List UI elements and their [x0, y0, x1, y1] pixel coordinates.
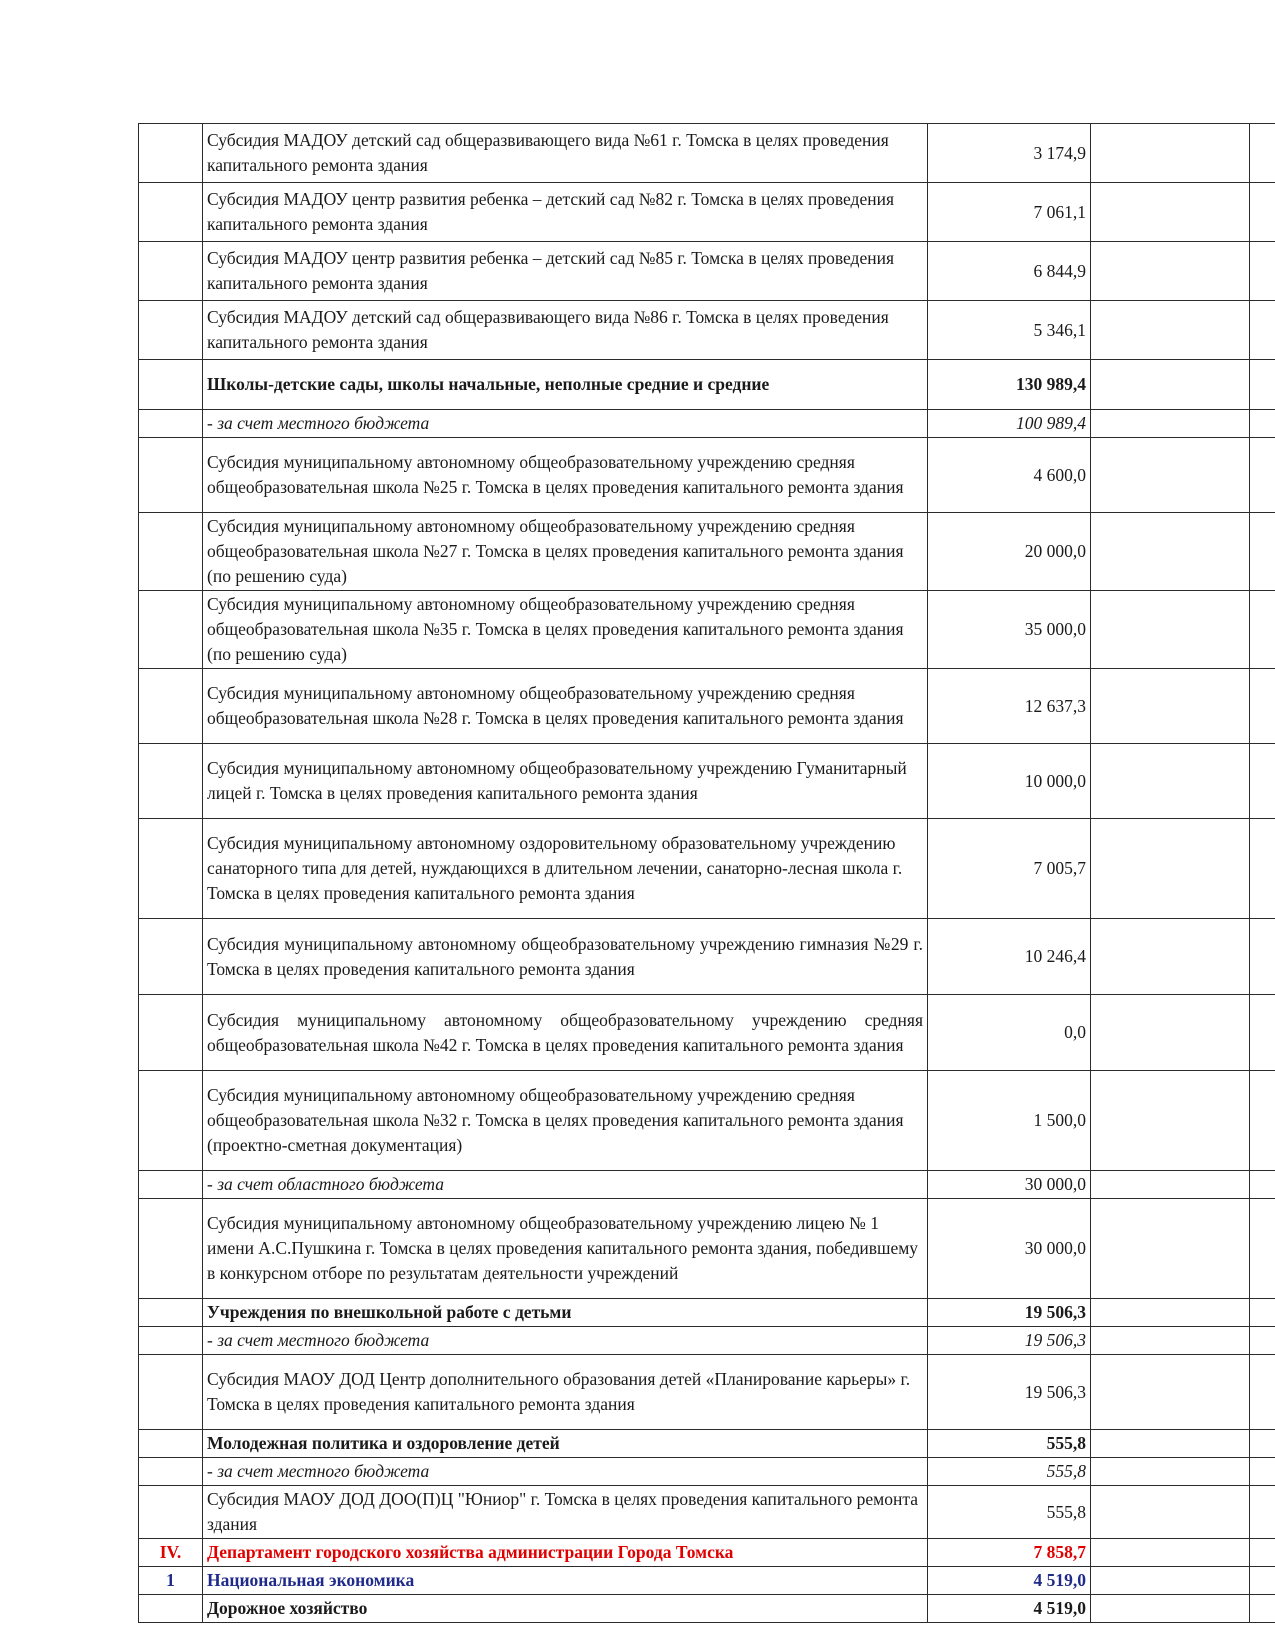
row-name: Субсидия муниципальному автономному общеобразовательному учреждению средняя общеобразовательная школа №28 г. Томска в целях проведения капитального ремонта здания: [203, 669, 928, 744]
row-name: Субсидия муниципальному автономному общеобразовательному учреждению лицею № 1 имени А.С.Пушкина г. Томска в целях проведения капитального ремонта здания, победившему в конкурсном отборе по результатам деятельности учреждений: [203, 1199, 928, 1299]
table-row: [139, 242, 1275, 301]
row-value: 4 600,0: [928, 438, 1091, 513]
row-value: 19 506,3: [928, 1355, 1091, 1430]
row-value: 1 500,0: [928, 1071, 1091, 1171]
row-value: 30 000,0: [928, 1171, 1091, 1199]
empty-cell: [1091, 301, 1250, 360]
empty-cell: [1091, 995, 1250, 1071]
empty-cell: [1091, 1486, 1250, 1539]
empty-cell: [1250, 410, 1275, 438]
empty-cell: [1250, 1199, 1275, 1299]
row-value: 7 005,7: [928, 819, 1091, 919]
empty-cell: [1250, 301, 1275, 360]
row-name: Субсидия МАДОУ детский сад общеразвивающего вида №61 г. Томска в целях проведения капитального ремонта здания: [203, 124, 928, 183]
row-name: Национальная экономика: [203, 1567, 928, 1595]
table-row: [139, 438, 1275, 513]
table-row: [139, 410, 1275, 438]
row-number: [139, 301, 203, 360]
empty-cell: [1091, 591, 1250, 669]
empty-cell: [1091, 1458, 1250, 1486]
row-value: 10 246,4: [928, 919, 1091, 995]
row-value: 7 858,7: [928, 1539, 1091, 1567]
empty-cell: [1091, 1430, 1250, 1458]
row-number: [139, 1458, 203, 1486]
row-number: [139, 1486, 203, 1539]
table-row: [139, 1567, 1275, 1595]
empty-cell: [1091, 669, 1250, 744]
empty-cell: [1091, 1595, 1250, 1623]
row-value: 3 174,9: [928, 124, 1091, 183]
row-value: 4 519,0: [928, 1567, 1091, 1595]
table-row: [139, 183, 1275, 242]
empty-cell: [1250, 242, 1275, 301]
row-name: Субсидия МАДОУ центр развития ребенка – детский сад №82 г. Томска в целях проведения капитального ремонта здания: [203, 183, 928, 242]
row-value: 5 346,1: [928, 301, 1091, 360]
row-number: [139, 513, 203, 591]
row-number: [139, 1595, 203, 1623]
empty-cell: [1091, 242, 1250, 301]
table-row: [139, 360, 1275, 410]
row-number: [139, 591, 203, 669]
empty-cell: [1250, 438, 1275, 513]
row-name: Школы-детские сады, школы начальные, неполные средние и средние: [203, 360, 928, 410]
row-number: [139, 669, 203, 744]
row-name: Дорожное хозяйство: [203, 1595, 928, 1623]
table-row: [139, 1071, 1275, 1171]
row-name: Субсидия муниципальному автономному общеобразовательному учреждению средняя общеобразовательная школа №42 г. Томска в целях проведения капитального ремонта здания: [203, 995, 928, 1071]
row-value: 6 844,9: [928, 242, 1091, 301]
empty-cell: [1091, 1539, 1250, 1567]
table-row: [139, 669, 1275, 744]
table-row: [139, 513, 1275, 591]
empty-cell: [1091, 1071, 1250, 1171]
table-row: [139, 301, 1275, 360]
row-name: Департамент городского хозяйства администрации Города Томска: [203, 1539, 928, 1567]
row-name: Субсидия муниципальному автономному общеобразовательному учреждению средняя общеобразовательная школа №35 г. Томска в целях проведения капитального ремонта здания (по решению суда): [203, 591, 928, 669]
empty-cell: [1091, 438, 1250, 513]
row-name: Субсидия муниципальному автономному общеобразовательному учреждению Гуманитарный лицей г. Томска в целях проведения капитального ремонта здания: [203, 744, 928, 819]
empty-cell: [1091, 1299, 1250, 1327]
empty-cell: [1250, 1458, 1275, 1486]
empty-cell: [1250, 1355, 1275, 1430]
row-value: 12 637,3: [928, 669, 1091, 744]
row-number: [139, 1430, 203, 1458]
table-row: [139, 1327, 1275, 1355]
table-row: [139, 1199, 1275, 1299]
empty-cell: [1091, 183, 1250, 242]
empty-cell: [1091, 360, 1250, 410]
row-number: [139, 995, 203, 1071]
row-number: [139, 360, 203, 410]
row-value: 30 000,0: [928, 1199, 1091, 1299]
empty-cell: [1250, 1486, 1275, 1539]
row-value: 4 519,0: [928, 1595, 1091, 1623]
row-value: 555,8: [928, 1458, 1091, 1486]
table-row: [139, 919, 1275, 995]
table-row: [139, 1171, 1275, 1199]
table-row: [139, 591, 1275, 669]
empty-cell: [1250, 1327, 1275, 1355]
row-name: - за счет местного бюджета: [203, 1327, 928, 1355]
empty-cell: [1091, 1355, 1250, 1430]
row-number: IV.: [139, 1539, 203, 1567]
table-row: [139, 1458, 1275, 1486]
row-number: 1: [139, 1567, 203, 1595]
empty-cell: [1250, 1430, 1275, 1458]
table-row: [139, 995, 1275, 1071]
empty-cell: [1250, 995, 1275, 1071]
row-number: [139, 919, 203, 995]
row-value: 35 000,0: [928, 591, 1091, 669]
row-name: Субсидия МАДОУ центр развития ребенка – детский сад №85 г. Томска в целях проведения капитального ремонта здания: [203, 242, 928, 301]
row-name: Субсидия муниципальному автономному оздоровительному образовательному учреждению санаторного типа для детей, нуждающихся в длительном лечении, санаторно-лесная школа г. Томска в целях проведения капитального ремонта здания: [203, 819, 928, 919]
row-value: 19 506,3: [928, 1327, 1091, 1355]
table-row: [139, 744, 1275, 819]
row-value: 100 989,4: [928, 410, 1091, 438]
row-name: - за счет местного бюджета: [203, 1458, 928, 1486]
row-number: [139, 410, 203, 438]
row-name: Субсидия муниципальному автономному общеобразовательному учреждению гимназия №29 г. Томска в целях проведения капитального ремонта здания: [203, 919, 928, 995]
row-value: 130 989,4: [928, 360, 1091, 410]
empty-cell: [1250, 819, 1275, 919]
empty-cell: [1250, 1299, 1275, 1327]
empty-cell: [1250, 513, 1275, 591]
row-number: [139, 242, 203, 301]
empty-cell: [1091, 1199, 1250, 1299]
empty-cell: [1250, 669, 1275, 744]
row-name: Субсидия МАОУ ДОД ДОО(П)Ц "Юниор" г. Томска в целях проведения капитального ремонта здания: [203, 1486, 928, 1539]
row-value: 0,0: [928, 995, 1091, 1071]
empty-cell: [1091, 1327, 1250, 1355]
row-name: Субсидия муниципальному автономному общеобразовательному учреждению средняя общеобразовательная школа №25 г. Томска в целях проведения капитального ремонта здания: [203, 438, 928, 513]
row-number: [139, 183, 203, 242]
empty-cell: [1250, 360, 1275, 410]
row-number: [139, 1171, 203, 1199]
row-value: 7 061,1: [928, 183, 1091, 242]
table-row: [139, 124, 1275, 183]
empty-cell: [1250, 183, 1275, 242]
empty-cell: [1250, 1171, 1275, 1199]
table-row: [139, 1299, 1275, 1327]
row-number: [139, 1327, 203, 1355]
budget-table: [138, 123, 1275, 1623]
row-number: [139, 1071, 203, 1171]
empty-cell: [1091, 513, 1250, 591]
table-row: [139, 1595, 1275, 1623]
row-number: [139, 744, 203, 819]
table-row: [139, 1355, 1275, 1430]
empty-cell: [1091, 124, 1250, 183]
table-row: [139, 1430, 1275, 1458]
empty-cell: [1091, 744, 1250, 819]
row-name: Учреждения по внешкольной работе с детьми: [203, 1299, 928, 1327]
row-value: 555,8: [928, 1430, 1091, 1458]
row-name: Субсидия муниципальному автономному общеобразовательному учреждению средняя общеобразовательная школа №27 г. Томска в целях проведения капитального ремонта здания (по решению суда): [203, 513, 928, 591]
row-number: [139, 124, 203, 183]
empty-cell: [1250, 919, 1275, 995]
empty-cell: [1091, 1567, 1250, 1595]
table-row: [139, 1539, 1275, 1567]
row-name: Субсидия МАОУ ДОД Центр дополнительного образования детей «Планирование карьеры» г. Томска в целях проведения капитального ремонта здания: [203, 1355, 928, 1430]
row-value: 555,8: [928, 1486, 1091, 1539]
empty-cell: [1250, 1595, 1275, 1623]
row-number: [139, 1199, 203, 1299]
empty-cell: [1250, 591, 1275, 669]
empty-cell: [1250, 1539, 1275, 1567]
row-number: [139, 819, 203, 919]
row-number: [139, 1299, 203, 1327]
empty-cell: [1091, 1171, 1250, 1199]
row-value: 19 506,3: [928, 1299, 1091, 1327]
row-name: Молодежная политика и оздоровление детей: [203, 1430, 928, 1458]
empty-cell: [1250, 1567, 1275, 1595]
empty-cell: [1250, 744, 1275, 819]
empty-cell: [1091, 919, 1250, 995]
row-value: 20 000,0: [928, 513, 1091, 591]
row-number: [139, 1355, 203, 1430]
row-value: 10 000,0: [928, 744, 1091, 819]
empty-cell: [1250, 124, 1275, 183]
empty-cell: [1250, 1071, 1275, 1171]
empty-cell: [1091, 819, 1250, 919]
table-row: [139, 1486, 1275, 1539]
row-name: Субсидия МАДОУ детский сад общеразвивающего вида №86 г. Томска в целях проведения капитального ремонта здания: [203, 301, 928, 360]
row-name: Субсидия муниципальному автономному общеобразовательному учреждению средняя общеобразовательная школа №32 г. Томска в целях проведения капитального ремонта здания (проектно-сметная документация): [203, 1071, 928, 1171]
table-row: [139, 819, 1275, 919]
row-name: - за счет областного бюджета: [203, 1171, 928, 1199]
empty-cell: [1091, 410, 1250, 438]
row-name: - за счет местного бюджета: [203, 410, 928, 438]
row-number: [139, 438, 203, 513]
